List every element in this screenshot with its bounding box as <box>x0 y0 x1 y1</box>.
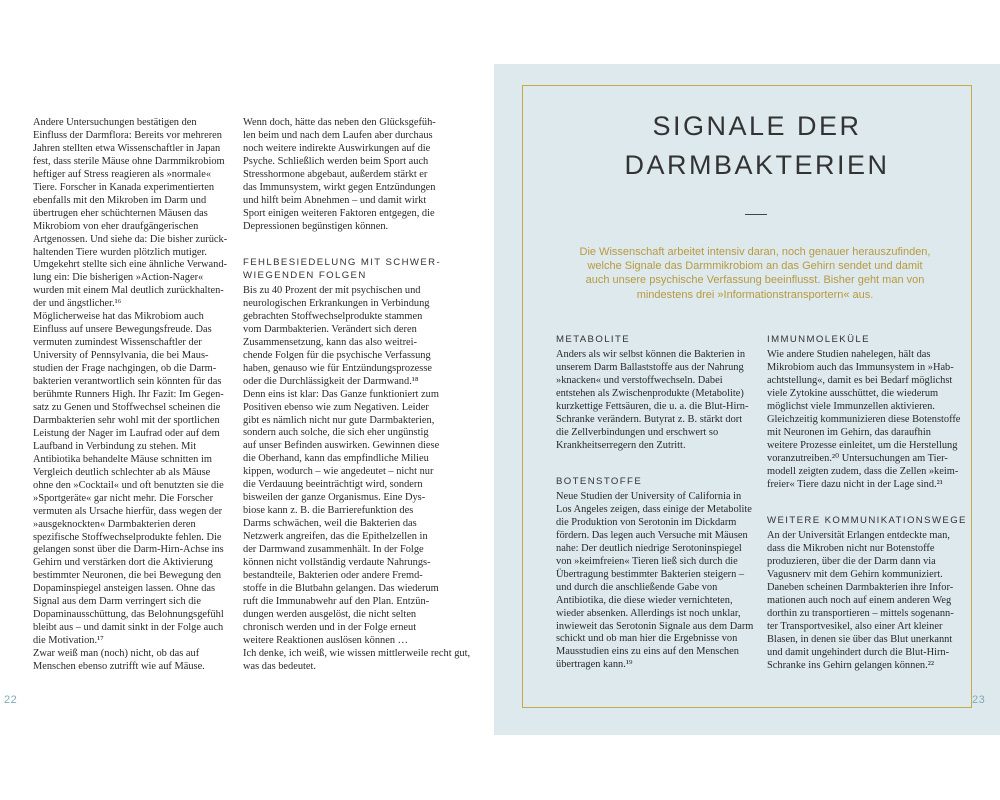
text-line: was das bedeutet. <box>243 660 316 672</box>
text-line: chende Folgen für die psychische Verfassung <box>243 349 431 361</box>
text-line: mationen auch noch auf einem anderen Weg <box>767 594 952 606</box>
left-column-1 <box>33 117 227 674</box>
text-line: Depressionen begünstigen können. <box>243 220 389 232</box>
text-line: Ich denke, ich weiß, wie wissen mittlerweile recht gut, <box>243 647 471 659</box>
text-line: gelangen sonst über die Darm-Hirn-Achse ins <box>33 544 224 556</box>
text-line: möglichst viele Immunzellen aktivieren. <box>767 400 935 412</box>
text-line: modell zeigten zudem, dass die Zellen »keim- <box>767 465 959 477</box>
text-line: »ausgeknockten« Darmbakterien deren <box>33 518 196 530</box>
text-line: haltenden Tiere wurden plötzlich mutiger. <box>33 246 208 258</box>
text-immunmolekuele <box>767 349 960 491</box>
text-line: chronisch werden und in der Folge erneut <box>243 621 417 633</box>
text-line: vermuten zumindest Wissenschaftler der <box>33 337 202 349</box>
text-line: dass die Mikroben nicht nur Botenstoffe <box>767 542 935 554</box>
text-line: Möglicherweise hat das Mikrobiom auch <box>33 311 204 323</box>
text-line: und damit ungehindert durch die Blut-Hirn- <box>767 646 950 658</box>
text-line: fest, dass sterile Mäuse ohne Darmmikrobiom <box>33 155 225 167</box>
text-line: Signal aus dem Darm verringert sich die <box>33 596 201 608</box>
text-line: übertragen kann.¹⁹ <box>556 659 633 671</box>
text-line: kippen, wodurch – wie angedeutet – nicht nur <box>243 466 434 478</box>
text-line: spezifische Stoffwechselprodukte fehlen. Die <box>33 531 222 543</box>
text-line: bisweilen der ganze Organismus. Eine Dys- <box>243 492 426 504</box>
text-line: kurzkettige Fettsäuren, die u. a. die Blut-Hirn- <box>556 400 749 412</box>
text-line: Vagusnerv mit dem Gehirn kommuniziert. <box>767 568 943 580</box>
text-line: können nicht vollständig verdaute Nahrungs- <box>243 557 431 569</box>
text-line: welche Signale das Darmmikrobiom an das Gehirn sendet und damit <box>587 260 923 273</box>
text-line: wurden mit einem Mal deutlich zurückhalten- <box>33 285 224 297</box>
text-line: Blasen, in denen sie über das Blut unerkannt <box>767 633 953 645</box>
text-line: Gehirn und verstärken dort die Aktivierung <box>33 557 213 569</box>
text-line: weitere Prozesse einleitet, um die Herstellung <box>767 439 958 451</box>
text-line: Schranke ins Gehirn gelangen können.²² <box>767 659 934 671</box>
text-line: viele Zytokine ausschüttet, die wiederum <box>767 387 939 399</box>
text-line: auch unsere psychische Verfassung beeinflusst. Bisher geht man von <box>585 274 925 287</box>
text-line: entstehen als Zwischenprodukte (Metabolite) <box>556 387 744 399</box>
text-line: Positiven ebenso wie zum Negativen. Leider <box>243 401 429 413</box>
text-line: das Immunsystem, wirkt gegen Entzündungen <box>243 181 436 193</box>
text-line: vom Darmbakterien. Verändert sich deren <box>243 323 417 335</box>
text-line: die Motivation.¹⁷ <box>33 635 104 647</box>
text-line: Laufband in Verbindung zu stehen. Mit <box>33 440 197 452</box>
text-line: Einfluss der Darmflora: Bereits vor mehreren <box>33 129 222 141</box>
text-line: University of Pennsylvania, die bei Maus- <box>33 350 209 362</box>
section-heading-fehlbesiedelung <box>243 256 441 282</box>
text-line: produzieren, über die der Darm dann via <box>767 555 936 567</box>
text-line: bleibt aus – und damit sinkt in der Folge auch <box>33 622 224 634</box>
page-number-right: 23 <box>972 694 986 706</box>
heading-botenstoffe: BOTENSTOFFE <box>556 476 643 487</box>
text-line: Einfluss auf unsere Bewegungsfreude. Das <box>33 324 212 336</box>
text-line: Menschen ebenso zutrifft wie auf Mäuse. <box>33 661 205 673</box>
text-line: Andere Untersuchungen bestätigen den <box>33 117 197 128</box>
page-number-left: 22 <box>4 694 18 706</box>
text-line: und hilft beim Abnehmen – und damit wirkt <box>243 194 427 206</box>
text-line: Wenn doch, hätte das neben den Glücksgefüh- <box>243 117 436 128</box>
text-line: nahe: Der deutlich niedrige Serotoninspiegel <box>556 542 742 554</box>
text-line: berühmte Runners High. Ihr Fazit: Im Gegen- <box>33 389 224 401</box>
text-line: der und ängstlicher.¹⁶ <box>33 298 122 310</box>
text-line: satz zu Genen und Stoffwechsel scheinen die <box>33 401 221 413</box>
text-line: An der Universität Erlangen entdeckte man, <box>767 530 950 541</box>
text-line: len beim und nach dem Laufen aber durchaus <box>243 129 433 141</box>
text-line: mit Neuronen im Gehirn, das daraufhin <box>767 426 931 438</box>
text-line: sondern auch solche, die sich eher ungünstig <box>243 427 429 439</box>
text-line: ruft die Immunabwehr auf den Plan. Entzün- <box>243 595 430 607</box>
text-line: dorthin zu transportieren – mittels sogenann- <box>767 607 954 619</box>
text-line: Mikrobiom auch das Immunsystem in »Hab- <box>767 361 954 373</box>
text-line: Jahren stellten etwa Wissenschaftler in Japan <box>33 142 221 154</box>
text-line: dungen werden ausgelöst, die nicht selten <box>243 608 417 620</box>
text-line: die Zellverbindungen und erschwert so <box>556 426 719 438</box>
text-line: Los Angeles zeigen, dass einige der Metabolite <box>556 503 752 515</box>
left-column-2-bottom <box>243 285 470 674</box>
text-line: unserem Darm Ballaststoffe aus der Nahrung <box>556 361 744 373</box>
text-line: weitere Reaktionen auslösen können … <box>243 634 409 646</box>
text-line: Psyche. Schließlich werden beim Sport auch <box>243 155 429 167</box>
text-line: Vergleich deutlich schlechter ab als Mäuse <box>33 466 211 478</box>
text-line: freier« Tiere dazu nicht in der Lage sind.²¹ <box>767 478 943 490</box>
heading-metabolite: METABOLITE <box>556 334 631 345</box>
text-line: Zusammensetzung, kann das also weitrei- <box>243 336 417 348</box>
text-line: Leistung der Nager im Laufrad oder auf dem <box>33 427 220 439</box>
text-line: Krankheitserregern den Zutritt. <box>556 439 686 451</box>
text-line: Dopaminspiegel ansteigen lassen. Ohne das <box>33 583 216 595</box>
heading-kommunikationswege: WEITERE KOMMUNIKATIONSWEGE <box>767 515 967 526</box>
text-line: Antibiotika, die diese wieder vernichteten, <box>556 594 733 606</box>
text-line: ebenfalls mit den Mikroben im Darm und <box>33 194 207 206</box>
text-line: lung ein: Die bisherigen »Action-Nager« <box>33 272 204 284</box>
text-botenstoffe <box>556 491 753 672</box>
text-line: noch weitere indirekte Auswirkungen auf die <box>243 142 431 154</box>
text-line: Wie andere Studien nahelegen, hält das <box>767 349 931 360</box>
title-divider <box>745 214 767 215</box>
text-line: Darmbakterien sehr wohl mit der sportlichen <box>33 414 220 426</box>
text-line: wieder absenken. Allerdings ist noch unklar, <box>556 607 741 619</box>
text-line: Denn eins ist klar: Das Ganze funktioniert zum <box>243 388 439 400</box>
text-line: die Oberhand, kann das empfindliche Milieu <box>243 453 429 465</box>
text-kommunikationswege <box>767 530 954 672</box>
text-line: Daneben scheinen Darmbakterien ihre Infor- <box>767 581 954 593</box>
text-line: ter Transportvesikel, also einer Art kleiner <box>767 620 943 632</box>
text-line: studien der Frage nachgingen, ob die Darm- <box>33 363 217 375</box>
text-line: die Verdauung beeinträchtigt wird, sondern <box>243 479 423 491</box>
left-column-2-top <box>243 117 436 234</box>
text-line: Artgenossen. Und siehe da: Die bisher zurück- <box>33 233 228 245</box>
text-line: oder die Durchlässigkeit der Darmwand.¹⁸ <box>243 375 419 387</box>
text-line: heftiger auf Stress reagieren als »normale« <box>33 168 212 180</box>
text-line: WIEGENDEN FOLGEN <box>243 270 367 281</box>
text-line: vermuten als Ursache hierfür, dass wegen der <box>33 505 223 517</box>
text-line: Die Wissenschaft arbeitet intensiv daran, noch genauer herauszufinden, <box>579 246 931 258</box>
text-line: mindestens drei »Informationstransportern« aus. <box>636 288 874 301</box>
text-line: und durch die anschließende Gabe von <box>556 581 718 593</box>
text-line: ohne den »Cocktail« und oft benutzten sie die <box>33 479 224 491</box>
heading-immunmolekuele: IMMUNMOLEKÜLE <box>767 334 870 345</box>
text-line: Stresshormone abgebaut, außerdem stärkt er <box>243 168 428 180</box>
text-line: auf unser Befinden auswirken. Gewinnen diese <box>243 440 440 452</box>
text-line: Mikrobiom von eher draufgängerischen <box>33 220 199 232</box>
text-line: Netzwerk angreifen, das die Epithelzellen in <box>243 531 428 543</box>
text-line: Tiere. Forscher in Kanada experimentierten <box>33 181 215 193</box>
text-line: von »keimfreien« Tieren ließ sich durch die <box>556 555 738 567</box>
text-line: achtstellung«, damit es bei Bedarf möglichst <box>767 374 953 386</box>
box-title-line-1: SIGNALE DER <box>652 111 862 141</box>
text-line: bakterien verantwortlich sein könnten für das <box>33 376 222 388</box>
text-line: Übertragung bestimmter Bakterien steigern – <box>556 568 745 580</box>
text-line: Umgekehrt stellte sich eine ähnliche Verwand- <box>33 259 227 271</box>
text-line: stoffe in die Blutbahn gelangen. Das wiederum <box>243 582 439 594</box>
text-line: haben, genauso wie für Entzündungsprozesse <box>243 362 432 374</box>
text-line: schickt und ob man hier die Ergebnisse von <box>556 633 738 645</box>
text-metabolite <box>556 349 748 453</box>
text-line: neurologischen Erkrankungen in Verbindung <box>243 297 430 309</box>
text-line: inwieweit das Serotonin Signale aus dem Darm <box>556 620 754 632</box>
text-line: Schranke verändern. Butyrat z. B. stärkt dort <box>556 413 743 425</box>
text-line: Zwar weiß man (noch) nicht, ob das auf <box>33 648 200 660</box>
text-line: Sport einigen weiteren Faktoren entgegen, die <box>243 207 435 219</box>
text-line: übertrugen eher schüchternen Mäusen das <box>33 207 208 219</box>
text-line: der Darmwand zusammenhält. In der Folge <box>243 544 424 556</box>
text-line: bestandteile, Bakterien oder andere Fremd- <box>243 569 423 581</box>
text-line: Gleichzeitig kommunizieren diese Botenstoffe <box>767 413 961 425</box>
text-line: Darms schwächen, weil die Bakterien das <box>243 518 417 530</box>
text-line: biose kann z. B. die Barrierefunktion des <box>243 505 414 517</box>
text-line: Neue Studien der University of California in <box>556 491 742 502</box>
text-line: voranzutreiben.²⁰ Untersuchungen am Tier- <box>767 452 948 464</box>
box-intro <box>522 245 988 302</box>
text-line: die Produktion von Serotonin im Dickdarm <box>556 516 737 528</box>
text-line: Mausstudien eins zu eins auf den Menschen <box>556 646 739 658</box>
text-line: bestimmter Neuronen, die bei Bewegung den <box>33 570 222 582</box>
text-line: gebrachten Stoffwechselprodukte stammen <box>243 310 423 322</box>
text-line: Anders als wir selbst können die Bakterien in <box>556 349 746 360</box>
box-title-line-2: DARMBAKTERIEN <box>624 150 890 180</box>
text-line: »Sportgeräte« gar nicht mehr. Die Forscher <box>33 492 214 504</box>
text-line: gibt es nämlich nicht nur gute Darmbakterien, <box>243 414 435 426</box>
text-line: Antibiotika behandelte Mäuse schnitten im <box>33 453 212 465</box>
text-line: »knacken« und verstoffwechseln. Dabei <box>556 374 723 386</box>
text-line: Dopaminausschüttung, das Belohnungsgefühl <box>33 609 224 621</box>
text-line: FEHLBESIEDELUNG MIT SCHWER- <box>243 257 442 268</box>
text-line: Bis zu 40 Prozent der mit psychischen und <box>243 285 421 296</box>
text-line: fördern. Das legen auch Versuche mit Mäusen <box>556 529 748 541</box>
